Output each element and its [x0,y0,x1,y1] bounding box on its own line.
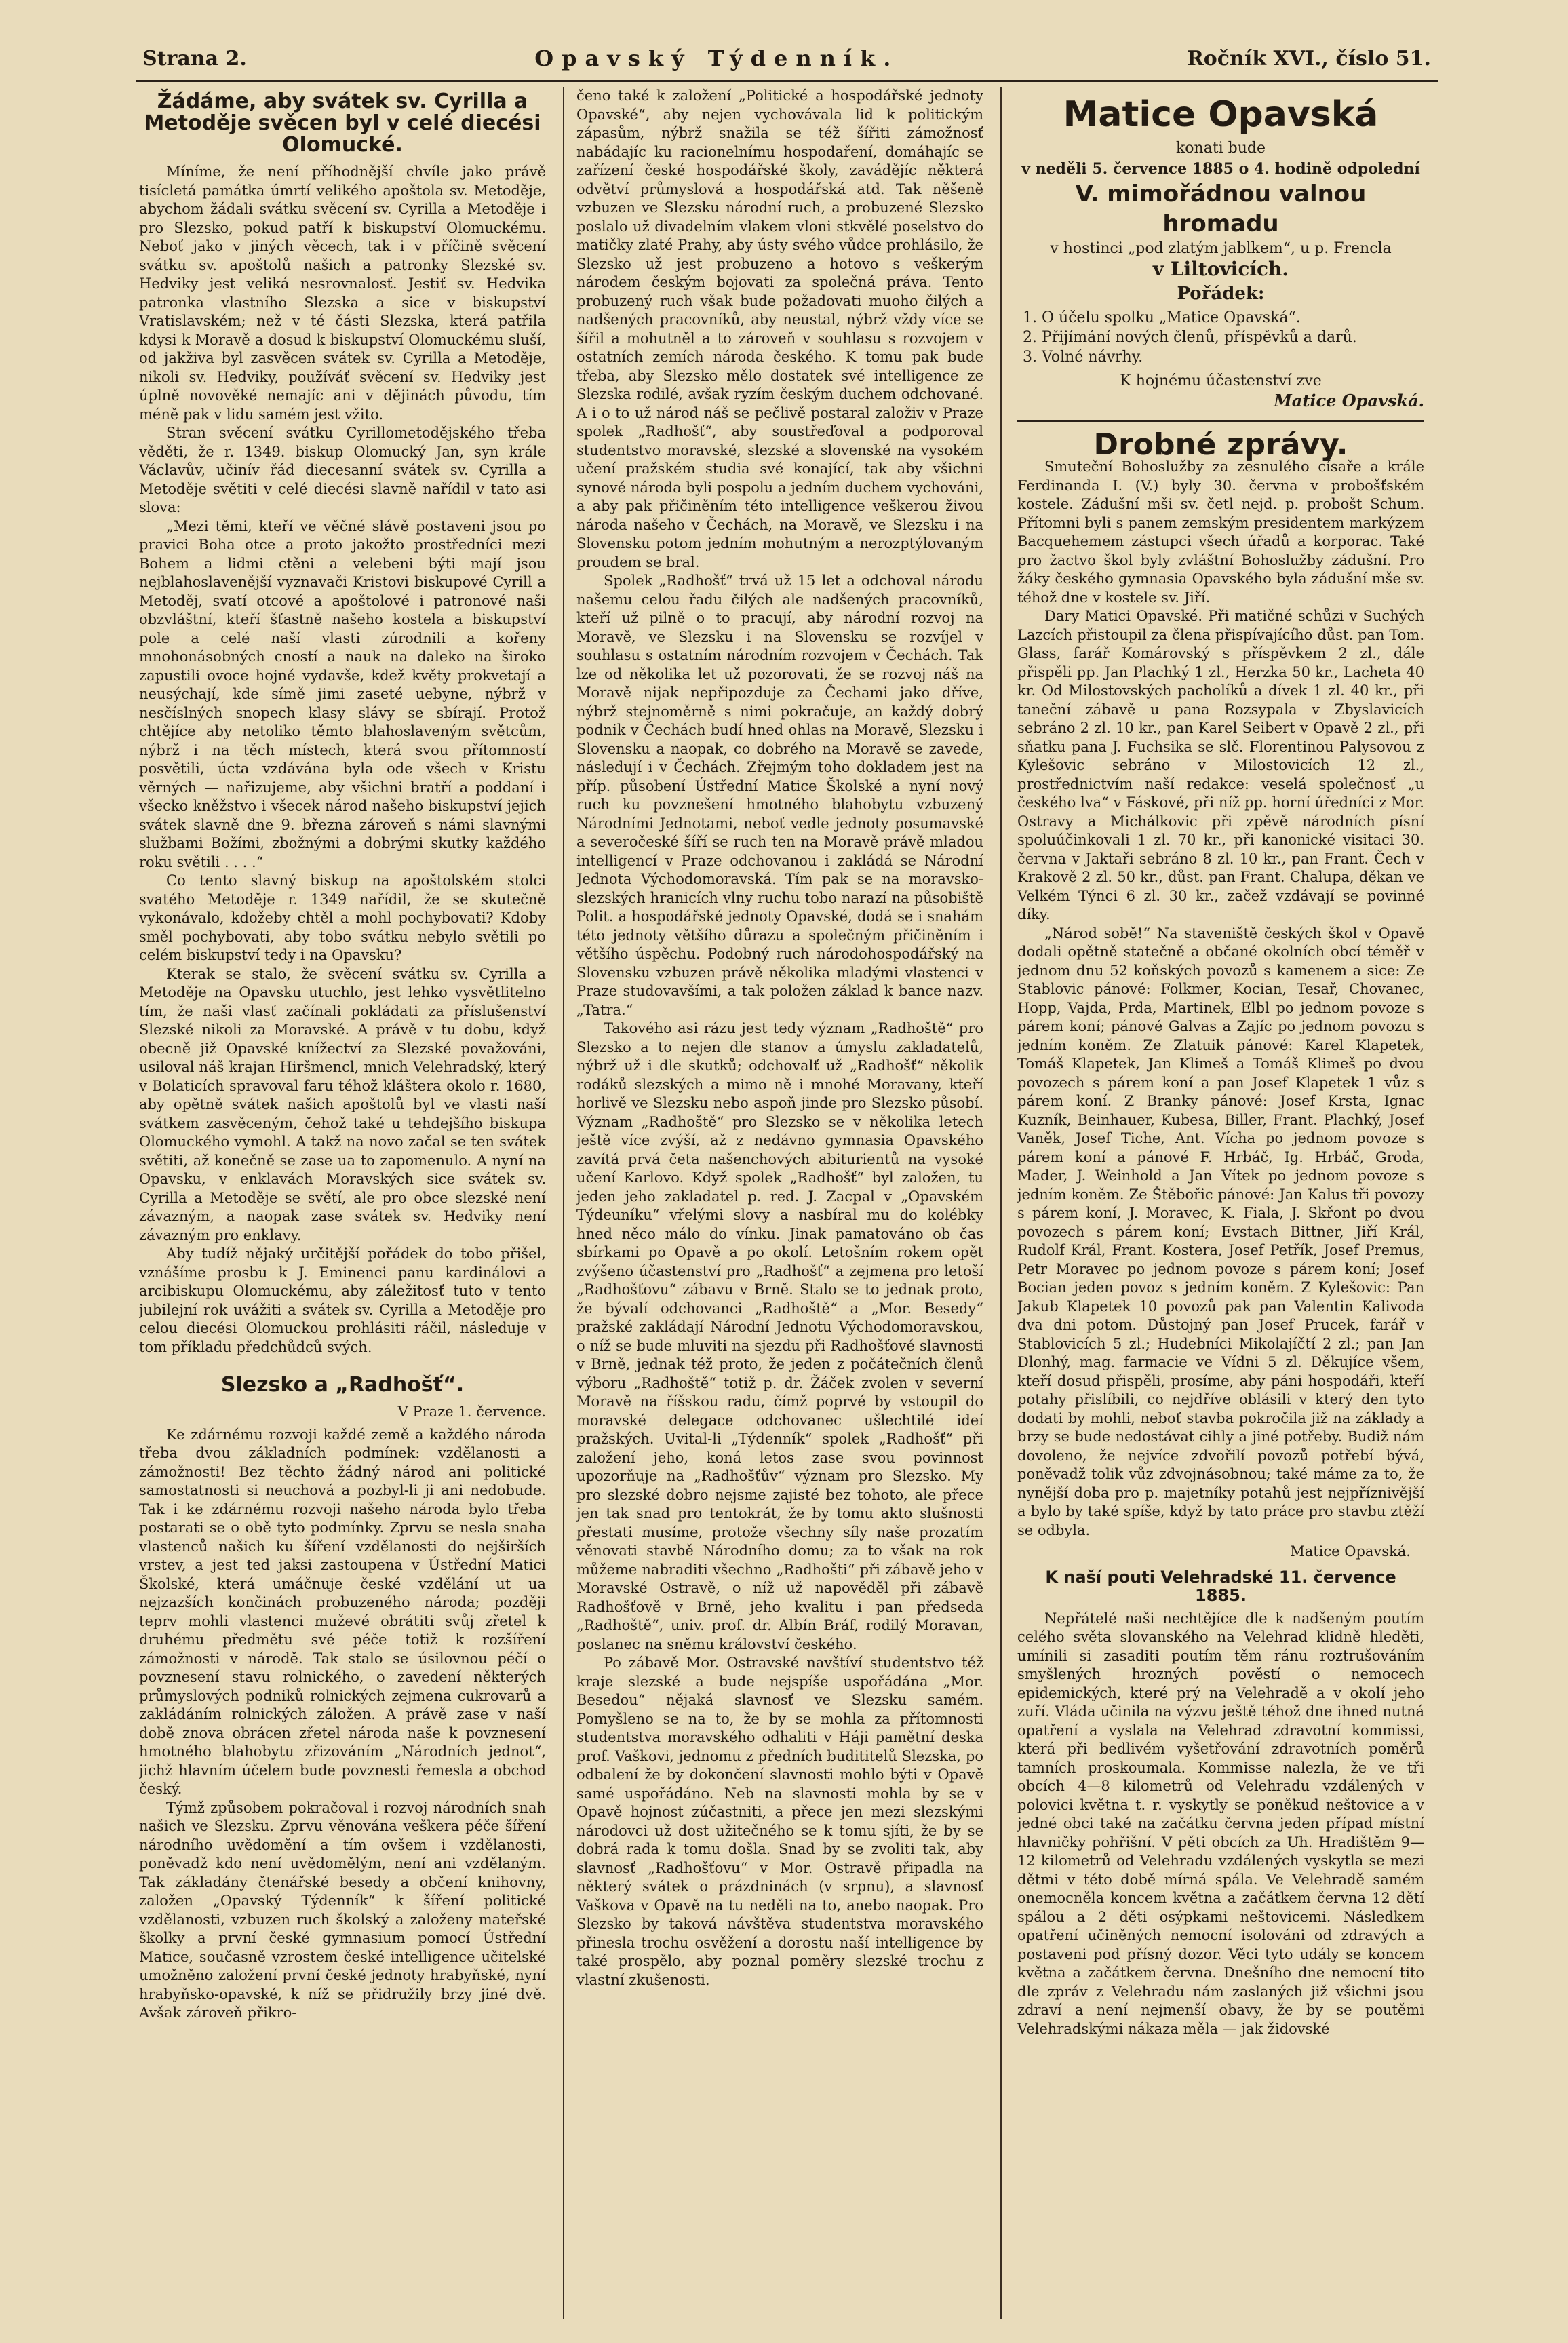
column-2 [576,87,983,2312]
program-label: Pořádek: [1177,284,1265,304]
paragraph: čeno také k založení „Politické a hospodářské jednoty Opavské“, aby nejen vychovávala lid k politickým zápasům, nýbrž snažila se též šířiti zámožnosť nabádajíc ku racionelnímu hospodaření, domáhajíc se zařízení české hospodářské školy, zavádějíc některá odvětví průmyslová a hospodářská atd. Tak něšeně vzbuzen ve Slezsku národní ruch, a probuzené Slezsko poslalo už divadelním vlakem vloni stkvělé poselstvo do matičky zlaté Prahy, aby ústy svého vůdce prohlásilo, že Slezsko už jest probuzeno a hotovo s veškerým národem českým bojovati za společná práva. Tento probuzený ruch však bude požadovati muoho čilých a nadšených pracovníků, aby neustal, nýbrž vždy více se šířil a mohutněl a to zároveň v souhlasu s rozvojem v ostatních zemích národa českého. K tomu pak bude třeba, aby Slezsko mělo dostatek své intelligence ze Slezska rodilé, avšak ryzím českým duchem odchované. A i o to už národ náš se pečlivě postaral založiv v Praze spolek „Radhošť“, aby soustřeďoval a podporoval studentstvo moravské, slezské a slovenské na vysokém učení pražském studia své konající, tak aby všichni synové národa byli pospolu a jedním duchem vychováni, a aby pak přičiněním této intelligence veškerou živou národa našeho v Čechách, na Moravě, ve Slezsku i na Slovensku potom jedním mohutným a nerozptýlovaným proudem se bral. [576,88,983,570]
program-item: 1. O účelu spolku „Matice Opavská“. [1042,308,1424,328]
notice-line: v neděli 5. července 1885 o 4. hodině odpolední [1021,160,1420,178]
header-rule [136,80,1438,82]
newspaper-title: Opavský Týdenník. [534,45,899,71]
section-title: Drobné zprávy. [1093,427,1348,462]
program-item: 2. Přijímání nových členů, příspěvků a darů. [1042,328,1424,347]
column-divider [1000,87,1002,2319]
paragraph: „Mezi těmi, kteří ve věčné slávě postaveni jsou po pravici Boha otce a proto jakožto prostředníci mezi Bohem a lidmi ctěni a velebeni býti mají jsou nejblahoslavenější vyznavači Kristovi biskupové Cyrill a Metoděj, svatí otcové a apoštolové i patronové naši obzvláštní, kteří šťastně našeho kostela a biskupství pole a celé naší vlasti zúrodnili a kořeny mnohonásobných cností a nauk na daleko na široko zapustili ovoce hojné vydavše, kdež květy prokvetají a neusýchají, kde símě jimi zaseté uebyne, nýbrž v nesčíslných snopech klasy slávy se sbírají. Protož chtějíce aby netoliko těmto blahoslaveným světcům, nýbrž i na těch místech, která svou přítomností posvětili, úcta vzdávána byla ode všech v Kristu věrných — nařizujeme, aby všichni bratří a poddaní i všecko kněžstvo i všecek národ našeho biskupství jejich svátek slavně dne 9. března zároveň s námi slavnými službami Božími, zbožnými a dobrými skutky každého roku světili . . . .“ [139,518,546,870]
column-3 [1017,87,1424,2312]
paragraph: Co tento slavný biskup na apoštolském stolci svatého Metoděje r. 1349 nařídil, že se skutečně vykonávalo, kdožeby chtěl a mohl pochybovati? Kdoby směl pochybovati, aby tobo svátku nebylo světili po celém biskupství tedy i na Opavsku? [139,872,546,963]
news-heading: K naší pouti Velehradské 11. července 1885. [1045,1567,1396,1605]
program-item: 3. Volné návrhy. [1042,347,1424,367]
program-list [1024,308,1424,367]
paragraph: Spolek „Radhošť“ trvá už 15 let a odchoval národu našemu celou řadu čilých ale nadšených pracovníků, kteří už pilně o to pracují, aby národní rozvoj na Moravě, ve Slezsku i na Slovensku se rozvíjel v souhlasu s ostatním národním rozvojem v Čechách. Tak lze od několika let už pozorovati, že se rozvoj náš na Moravě nijak nepřipozduje za Čechami jako dříve, nýbrž stejnoměrně s nimi pokračuje, an každý dobrý podnik v Čechách budí hned ohlas na Moravě, Slezsku i Slovensku a naopak, co dobrého na Moravě se zavede, následují i v Čechách. Zřejmým toho dokladem jest na příp. působení Ústřední Matice Školské a nyní nový ruch ku povznešení hmotného blahobytu vzbuzený Národními Jednotami, neboť vedle jednoty posumavské a severočeské šíří se ruch ten na Moravě právě mladou intelligencí v Praze odchovanou i zakládá se Národní Jednota Východomoravská. Tím pak se na moravsko-slezských hranicích vlny ruchu tobo narazí na působiště Polit. a hospodářské jednoty Opavské, dodá se i snahám této jednoty většího důrazu a společným přičiněním i většího úspěchu. Podobný ruch národohospodářský na Slovensku vzbuzen právě několika mladými vlastenci v Praze studovavšími, a tak položen základ k bance nazv. „Tatra.“ [576,573,983,1018]
dateline: V Praze 1. července. [397,1403,546,1420]
column-1 [139,87,546,2312]
paragraph: Stran svěcení svátku Cyrillometodějského třeba věděti, že r. 1349. biskup Olomucký Jan, syn krále Václavův, učinív řád diecesanní svátek sv. Cyrilla a Metoděje světiti v celé diecési slavně nařídil v tato asi slova: [139,425,546,516]
notice-line: v Liltovicích. [1152,258,1289,280]
column-divider [563,87,564,2319]
notice-signature: Matice Opavská. [1274,391,1424,410]
page-number: Strana 2. [142,46,247,71]
meeting-notice [1017,91,1424,422]
news-item: Nepřátelé naši nechtějíce dle k nadšeným poutím celého světa slovanského na Velehrad klidně hleděti, umínili si zasaditi poutím těm ránu roztrušováním smyšlených hrozných pověstí o nemocech epidemických, které prý na Velehradě a v okolí jeho zuří. Vláda učinila na výzvu ještě téhož dne ihned nutná opatření a vyslala na Velehrad zdravotní kommissi, která při bedlivém vyšetřování zdravotních poměrů tamních proskoumala. Kommisse nalezla, že ve tři obcích 4—8 kilometrů od Velehradu vzdálených v polovici května t. r. vyskytly se poněkud neštovice a v jedné obci také na začátku června jeden případ místní hlavničky pohřišní. V pěti obcích za Uh. Hradištěm 9—12 kilometrů od Velehradu vzdálených vyskytla se mezi dětmi v této době mírná spála. Ve Velehradě samém onemocněla koncem května a začátkem června 12 dětí spálou a 2 děti osýpkami neštovicemi. Následkem opatření učiněných nemocní isolováni od zdravých a postaveni pod přísný dozor. Věci tyto udály se koncem května a začátkem června. Dnešního dne nemocní tito dle zpráv z Velehradu nám zaslaných již všichni jsou zdraví a není nejmenší obavy, že by se poutěmi Velehradskými nákaza měla — jak židovské [1017,1610,1424,2037]
paragraph: Ke zdárnému rozvoji každé země a každého národa třeba dvou základních podmínek: vzdělanosti a zámožnosti! Bez těchto žádný národ ani politické samostatnosti si neuchová a pozbyl-li ji ani nedobude. Tak i ke zdárnému rozvoji našeho národa bylo třeba postarati se o obě tyto podmínky. Zprvu se nesla snaha vlastenců našich ku šíření vzdělanosti do nejširších vrstev, a jest ted jaksi zastoupena v Ústřední Matici Školské, která umáčnuje české vzdělání ut ua nejzazších končinách probuzeného národa; později teprv mohli vlastenci muževé obrátiti svůj zřetel k druhému předmětu své péče totiž k rozšíření zámožnosti v národě. Tak stalo se úsilovnou péčí o povznesení stavu rolnického, o zavedení některých průmyslových podniků rolnických zejmena cukrovarů a zakládáním rolnických záložen. A právě zase v naší době znova obrácen zřetel národa naše k povznesení hmotného blahobytu zřizováním „Národních jednot“, jichž hlavním účelem bude povznesti řemesla a obchod český. [139,1426,546,1797]
article-title: Žádáme, aby svátek sv. Cyrilla a Metoděje svěcen byl v celé diecési Olomucké. [144,90,541,157]
article-title: Slezsko a „Radhošť“. [220,1373,465,1397]
paragraph: Po zábavě Mor. Ostravské navštíví studentstvo též kraje slezské a bude nejspíše uspořádána „Mor. Besedou“ nějaká slavnosť ve Slezsku samém. Pomyšleno se na to, že by se mohla za přítomnosti studentstva moravského odhaliti v Háji pamětní deska prof. Vaškovi, jednomu z předních budititelů Slezska, po odbalení že by dokončení slavnosti mohlo býti v Opavě samé uspořádáno. Neb na slavnosti mohla by se v Opavě hojnost zúčastniti, a přece jen mezi slezskými národovci už dost užitečného se k tomu sjíti, že by se dobrá rada k tomu došla. Snad by se zvoliti tak, aby slavnosť „Radhošťovu“ v Mor. Ostravě připadla na některý svátek o prázdninách (v srpnu), a slavnosť Vaškova v Opavě na tu neděli na to, anebo naopak. Pro Slezsko by taková návštěva studentstva moravského přinesla trochu osvěžení a dorostu naší intelligence by také prospělo, aby poznal poměry slezské trochu z vlastní zkušenosti. [576,1654,983,1988]
news-signature: Matice Opavská. [1290,1543,1411,1560]
paragraph: Aby tudíž nějaký určitější pořádek do tobo přišel, vznášíme prosbu k J. Eminenci panu kardinálovi a arcibiskupu Olomuckému, aby záležitosť tuto v tento jubilejní rok uvážiti a svátek sv. Cyrilla a Metoděje pro celou diecési Olomuckou prohlásiti ráčil, následuje v tom příkladu předchůdců svých. [139,1245,546,1355]
paragraph: Takového asi rázu jest tedy význam „Radhoště“ pro Slezsko a to nejen dle stanov a úmyslu zakladatelů, nýbrž už i dle skutků; odchovalť už „Radhošť“ několik rodáků slezských a mimo ně i mnohé Moravany, kteří horlivě ve Slezsku nebo aspoň jinde pro Slezsko působí. Význam „Radhoště“ pro Slezsko se v několika letech ještě více zvýší, až z nedávno gymnasia Opavského zavítá prvá četa našenchových abiturientů na vysoké učení Karlovo. Když spolek „Radhošť“ byl založen, tu jeden jeho zakladatel p. red. J. Zacpal v „Opavském Týdeuníku“ vřelými slovy a nasbíral mu do kolébky hned něco málo do vínku. Jinak pamatováno ob čas sbírkami po Opavě a po okolí. Letošním rokem opět zvýšeno účastenství pro „Radhošť“ a zejmena pro letoší „Radhošťovu“ zábavu v Brně. Stalo se to jednak proto, že bývalí odchovanci „Radhoště“ a „Mor. Besedy“ pražské zakládají Národní Jednotu Východomoravskou, o níž se bude mluviti na sjezdu při Radhošťové slavnosti v Brně, jednak též proto, že jeden z počátečních členů výboru „Radhoště“ totiž p. dr. Žáček zvolen v severní Moravě na říšskou radu, čímž poprvé by vstoupil do moravské delegace odchovanec ušlechtilé ideí pražských. Uvital-li „Týdenník“ spolek „Radhošť“ při založení jeho, koná letos zase svou povinnost upozorňuje na „Radhošťův“ význam pro Slezsko. My pro slezské dobro nejsme zajisté bez tohoto, ale přece jen tak snad pro tentokrát, že by tomu akto slušnosti přestati musíme, protože všechny síly naše prozatím věnovati stavbě Národního domu; za to však na rok můžeme nabraditi všechno „Radhošti“ při zábavě jeho v Moravské Ostravě, o níž už napověděl při zábavě Radhošťově v Brně, jeho kvalitu i pan předseda „Radhoště“, univ. prof. dr. Albín Bráf, rodilý Moravan, poslanec na sněmu království českého. [576,1020,983,1652]
news-item: Smuteční Bohoslužby za zesnulého císaře a krále Ferdinanda I. (V.) byly 30. června v probošťském kostele. Zádušní mši sv. četl nejd. p. probošt Schum. Přítomni byli s panem zemským presidentem markýzem Bacquehemem zástupci všech úřadů a korporac. Také pro žactvo škol byly zvláštní Bohoslužby zádušní. Pro žáky českého gymnasia Opavského byla zádušní mše sv. téhož dne v kostele sv. Jiří. [1017,459,1424,606]
issue-info: Ročník XVI., číslo 51. [1186,46,1431,71]
notice-line: konati bude [1175,140,1266,157]
paragraph: Kterak se stalo, že svěcení svátku sv. Cyrilla a Metoděje na Opavsku utuchlo, jest lehko vysvětlitelno tím, že naši vlasť začínali pokládati za příslušenství Slezské nikoli za Moravské. A právě v tu dobu, když obecně již Opavské knížectví za Slezské považováni, usiloval náš krajan Hiršmencl, mnich Velehradský, který v Bolaticích spravoval faru téhož kláštera okolo r. 1680, aby opětně svátek našich apoštolů byl ve vlasti naší svátkem zasvěceným, čehož také u tehdejšího biskupa Olomuckého vymohl. A takž na novo začal se ten svátek světiti, až konečně se zase ua to zapomenulo. A nyní na Opavsku, v enklavách Moravských sice svátek sv. Cyrilla a Metoděje se světí, ale pro obce slezské není závazným, a naopak zase svátek sv. Hedviky není závazným pro enklavy. [139,965,546,1243]
news-item: Dary Matici Opavské. Při matičné schůzi v Suchých Lazcích přistoupil za člena přispívajícího důst. pan Tom. Glass, farář Komárovský s příspěvkem 2 zl., dále přispěli pp. Jan Plachký 1 zl., Herzka 50 kr., Lacheta 40 kr. Od Milostovských pacholíků a dívek 1 zl. 40 kr., při taneční zábavě u pana Rozsypala v Zbyslavicích sebráno 2 zl. 10 kr., pan Karel Seibert v Opavě 2 zl., při sňatku pana J. Fuchsika se slč. Florentinou Palysovou z Kylešovic sebráno v Milostovicích 12 zl., prostřednictvím naší redakce: veselá společnosť „u českého lva“ v Fáskové, při níž pp. horní úředníci z Mor. Ostravy a Michálkovic při zpěvě národních písní spoluúčinkovali 1 zl. 70 kr., při kanonické visitaci 30. června v Jaktaři sebráno 8 zl. 10 kr., pan Frant. Čech v Krakově 2 zl. 50 kr., důst. pan Frant. Chalupa, děkan ve Velkém Týnci 6 zl. 30 kr., začež vzdávají se povinné díky. [1017,608,1424,923]
page-header [142,38,1431,79]
notice-invite: K hojnému účastenství zve [1120,372,1322,389]
notice-heading: V. mimořádnou valnou hromadu [1075,180,1367,237]
paragraph: Míníme, že není příhodnější chvíle jako právě tisícletá památka úmrtí velikého apoštola sv. Metoděje, abychom žádali svátku svěcení sv. Cyrilla a Metoděje i pro Slezsko, pokud patří k biskupství Olomuckému. Neboť jako v jiných věcech, tak i v příčině svěcení svátku sv. apoštolů našich a patronky Slezské sv. Hedviky jest veliká nesrovnalosť. Jestiť sv. Hedvika patronka vlastního Slezska a sice v biskupství Vratislavském; než v té části Slezska, která patřila kdysi k Moravě a dosud k biskupství Olomuckému sluší, od jakživa byl zasvěcen svátek sv. Cyrilla a Metoděje, nikoli sv. Hedviky, používáť svěcení sv. Hedviky jest úplně novověké nemajíc ani v dějinách původu, tím méně pak v lidu samém jest vžito. [139,163,546,423]
paragraph: Týmž způsobem pokračoval i rozvoj národních snah našich ve Slezsku. Zprvu věnována veškera péče šíření národního uvědomění a tím ovšem i vzdělanosti, poněvadž kdo není uvědomělým, není ani vzdělaným. Tak základány čtenářské besedy a občení knihovny, založen „Opavský Týdenník“ k šíření politické vzdělanosti, vzbuzen ruch školský a založeny mateřské školky a první české gymnasium pomocí Ústřední Matice, současně vzrostem české intelligence učitelské umožněno založení první české jednoty hrabyňské, nyní hrabyňsko-opavské, k níž se přidružily brzy jiné dvě. Avšak zároveň přikro- [139,1799,546,2021]
notice-line: v hostinci „pod zlatým jablkem“, u p. Frencla [1050,240,1392,257]
notice-title: Matice Opavská [1063,94,1379,135]
news-item: „Národ sobě!“ Na staveniště českých škol v Opavě dodali opětně statečně a občané okolních obcí téměř v jednom dnu 52 koňských povozů s kamenem a sice: Ze Stablovic pánové: Folkmer, Kocian, Tesař, Chovanec, Hopp, Vajda, Prda, Martinek, Elbl po jednom povoze s párem koní; pánové Galvas a Zajíc po jednom povozu s jedním koněm. Ze Zlatuik pánové: Karel Klapetek, Tomáš Klapetek, Jan Klimeš a Tomáš Klimeš po dvou povozech s párem koní a pan Josef Klapetek 1 vůz s párem koní. Z Branky pánové: Josef Krsta, Ignac Kuzník, Beinhauer, Kubesa, Biller, Frant. Plachký, Josef Vaněk, Josef Tiche, Ant. Vícha po jednom povoze s párem koní a pánové F. Hrbáč, Ig. Hrbáč, Groda, Mader, J. Weinhold a Jan Vítek po jednom povoze s jedním koněm. Ze Štěbořic pánové: Jan Kalus tři povozy s párem koní, J. Moravec, K. Fiala, J. Skřont po dvou povozech s párem koní; Evstach Bittner, Jiří Král, Rudolf Král, Frant. Kostera, Josef Petřík, Josef Premus, Petr Moravec po jednom povoze s párem koní; Josef Bocian jeden povoz s jedním koněm. Z Kylešovic: Pan Jakub Klapetek 10 povozů pak pan Valentin Kalivoda dva dni potom. Důstojný pan Josef Prucek, farář v Stablovicích 5 zl.; Hudebníci Mikolajíčtí 2 zl.; pan Jan Dlonhý, mag. farmacie ve Vídni 5 zl. Děkujíce všem, kteří dosud přispěli, prosíme, aby páni hospodáři, kteří potahy přislíbili, co nejdříve oblásili v který den tyto dodati by mohli, neboť stavba pokročila již na základy a brzy se bude nedostávat cihly a jiné potřeby. Budiž nám dovoleno, že nejvíce zdvořilí povozů potřebí bývá, poněvadž tolik vůz zdvojnásobnou; také máme za to, že nynější doba pro p. majetníky potahů jest nejpříznivější a bylo by také spíše, když by tato práce pro stavbu ztěží se odbyla. [1017,925,1424,1538]
